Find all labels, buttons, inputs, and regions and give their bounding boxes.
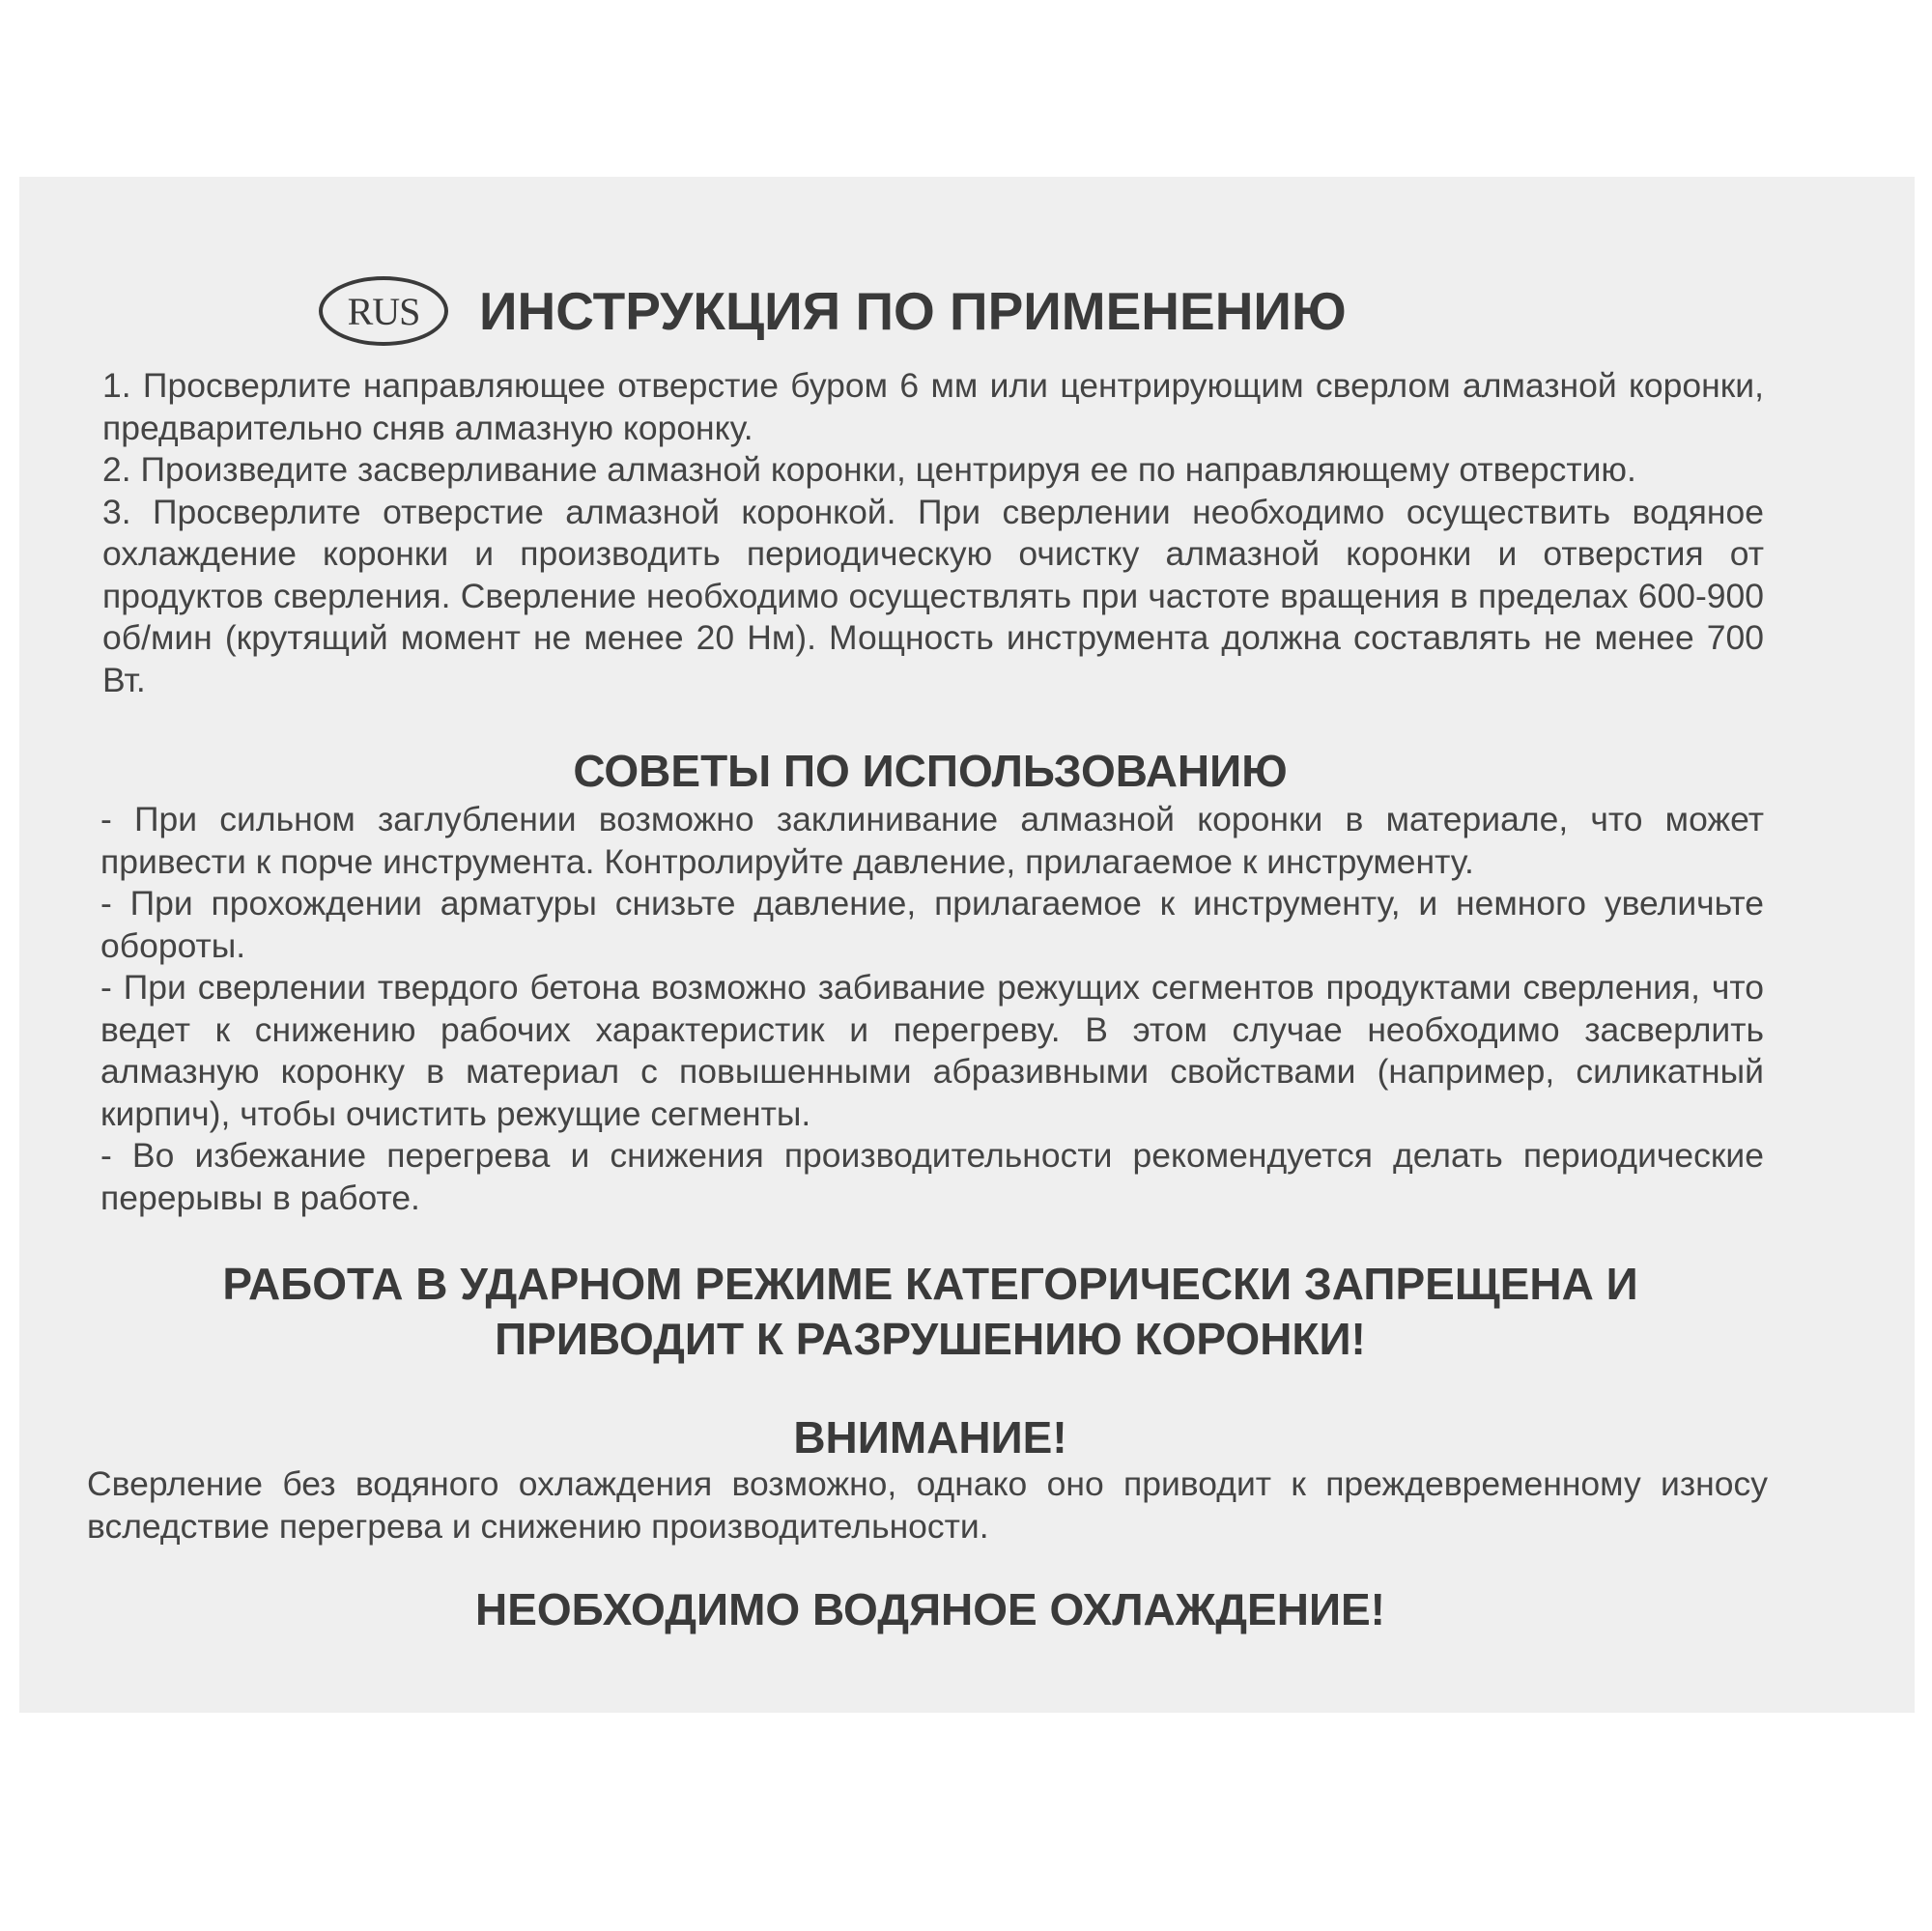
instructions-block — [102, 365, 1764, 701]
tip-4: - Во избежание перегрева и снижения производительности рекомендуется делать периодические перерывы в работе. — [100, 1136, 1764, 1217]
attention-text — [87, 1463, 1768, 1548]
tip-2: - При прохождении арматуры снизьте давление, прилагаемое к инструменту, и немного увеличьте обороты. — [100, 884, 1764, 965]
attention-title: ВНИМАНИЕ! — [793, 1412, 1067, 1462]
page-title: ИНСТРУКЦИЯ ПО ПРИМЕНЕНИЮ — [479, 281, 1347, 341]
instruction-step-3: 3. Просверлите отверстие алмазной коронкой. При сверлении необходимо осуществить водяное охлаждение коронки и производить периодическую очистку алмазной коронки и отверстия от продуктов сверления. Сверление необходимо осуществлять при частоте вращения в пределах 600-900 об/мин (крутящий момент не менее 20 Нм). Мощность инструмента должна составлять не менее 700 Вт. — [102, 492, 1764, 699]
final-note: НЕОБХОДИМО ВОДЯНОЕ ОХЛАЖДЕНИЕ! — [474, 1584, 1386, 1634]
tip-1: - При сильном заглублении возможно заклинивание алмазной коронки в материале, что может привести к порче инструмента. Контролируйте давление, прилагаемое к инструменту. — [100, 800, 1764, 881]
header — [319, 272, 1347, 350]
attention-paragraph: Сверление без водяного охлаждения возможно, однако оно приводит к преждевременному износу вследствие перегрева и снижению производительности. — [87, 1464, 1768, 1546]
tip-3: - При сверлении твердого бетона возможно забивание режущих сегментов продуктами сверления, что ведет к снижению рабочих характеристик и перегреву. В этом случае необходимо засверлить алмазную коронку в материал с повышенными абразивными свойствами (например, силикатный кирпич), чтобы очистить режущие сегменты. — [100, 968, 1764, 1133]
instruction-step-2: 2. Произведите засверливание алмазной коронки, центрируя ее по направляющему отверстию. — [102, 450, 1636, 489]
warning-line-2: ПРИВОДИТ К РАЗРУШЕНИЮ КОРОНКИ! — [495, 1314, 1366, 1364]
warning-line-1: РАБОТА В УДАРНОМ РЕЖИМЕ КАТЕГОРИЧЕСКИ ЗАПРЕЩЕНА И — [222, 1259, 1638, 1309]
tips-title: СОВЕТЫ ПО ИСПОЛЬЗОВАНИЮ — [573, 746, 1288, 796]
tips-block — [100, 799, 1764, 1219]
rus-badge: RUS — [319, 276, 448, 346]
instruction-step-1: 1. Просверлите направляющее отверстие буром 6 мм или центрирующим сверлом алмазной коронки, предварительно сняв алмазную коронку. — [102, 366, 1764, 447]
